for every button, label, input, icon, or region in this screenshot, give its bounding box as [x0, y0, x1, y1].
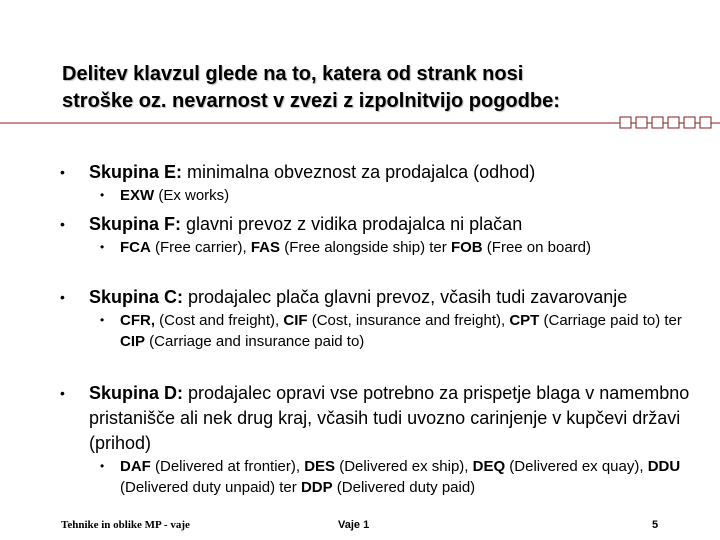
- term-desc: (Cost, insurance and freight),: [307, 312, 510, 329]
- slide-title-line-2: stroške oz. nevarnost v zvezi z izpolnitvijo pogodbe:: [62, 90, 560, 112]
- bullet-group-f: [60, 212, 700, 258]
- term-desc: (Cost and freight),: [155, 312, 284, 329]
- term-code: FOB: [450, 239, 483, 256]
- bullet-label: Skupina C:: [89, 287, 184, 307]
- term-code: CIP: [120, 333, 146, 350]
- divider-square: [652, 117, 663, 128]
- sub-bullet: [60, 310, 700, 352]
- footer-section: Vaje 1: [338, 519, 370, 531]
- bullet-label: Skupina F:: [89, 214, 182, 234]
- bullet-level1: [60, 212, 700, 237]
- slide-title: [62, 61, 702, 115]
- sub-bullet: [60, 456, 700, 498]
- term-desc: (Delivered at frontier),: [150, 458, 305, 475]
- divider-square: [668, 117, 679, 128]
- term-desc: (Delivered ex ship),: [335, 458, 473, 475]
- divider-square: [620, 117, 631, 128]
- bullet-group-e: [60, 160, 700, 206]
- bullet-text: glavni prevoz z vidika prodajalca ni plačan: [181, 214, 523, 234]
- bullet-level1: [60, 285, 700, 310]
- bullet-label: Skupina E:: [89, 162, 183, 182]
- footer-page-number: 5: [652, 519, 659, 531]
- term-code: CPT: [509, 312, 540, 329]
- sub-bullet-dot: •: [100, 240, 105, 254]
- bullet-level1: [60, 381, 700, 456]
- term-desc: (Ex works): [154, 187, 230, 204]
- sub-bullet: [60, 185, 700, 206]
- bullet-group-d: [60, 381, 700, 498]
- term-desc: (Delivered ex quay),: [505, 458, 648, 475]
- bullet-dot: •: [60, 164, 65, 180]
- term-code: FCA: [120, 239, 151, 256]
- sub-bullet-dot: •: [100, 188, 105, 202]
- divider-square: [684, 117, 695, 128]
- divider-square: [636, 117, 647, 128]
- bullet-text: minimalna obveznost za prodajalca (odhod): [182, 162, 536, 182]
- sub-bullet-dot: •: [100, 459, 105, 473]
- slide-title-line-1: Delitev klavzul glede na to, katera od strank nosi: [62, 63, 524, 85]
- term-code: DES: [304, 458, 336, 475]
- term-desc: (Free on board): [482, 239, 592, 256]
- bullet-text: prodajalec plača glavni prevoz, včasih tudi zavarovanje: [183, 287, 628, 307]
- footer-course-title: Tehnike in oblike MP - vaje: [61, 519, 190, 531]
- divider-square: [700, 117, 711, 128]
- bullet-level1: [60, 160, 700, 185]
- title-divider: [0, 112, 720, 134]
- term-code: CFR,: [120, 312, 155, 329]
- bullet-dot: •: [60, 385, 65, 401]
- term-code: FAS: [250, 239, 281, 256]
- term-code: CIF: [283, 312, 308, 329]
- sub-bullet: [60, 237, 700, 258]
- bullet-text: prodajalec opravi vse potrebno za prispetje blaga v namembno pristanišče ali nek drug kraj, včasih tudi uvozno carinjenje v kupčevi državi (prihod): [89, 383, 690, 453]
- bullet-dot: •: [60, 289, 65, 305]
- term-code: DDP: [300, 479, 333, 496]
- term-desc: (Free carrier),: [150, 239, 251, 256]
- term-desc: (Delivered duty paid): [332, 479, 476, 496]
- term-desc: (Carriage and insurance paid to): [145, 333, 365, 350]
- term-code: DDU: [647, 458, 681, 475]
- bullet-label: Skupina D:: [89, 383, 184, 403]
- term-code: EXW: [120, 187, 155, 204]
- term-code: DEQ: [472, 458, 506, 475]
- sub-bullet-dot: •: [100, 313, 105, 327]
- term-desc: (Free alongside ship) ter: [280, 239, 451, 256]
- bullet-group-c: [60, 285, 700, 352]
- bullet-dot: •: [60, 216, 65, 232]
- term-code: DAF: [120, 458, 151, 475]
- term-desc: (Carriage paid to) ter: [539, 312, 682, 329]
- term-desc: (Delivered duty unpaid) ter: [120, 479, 301, 496]
